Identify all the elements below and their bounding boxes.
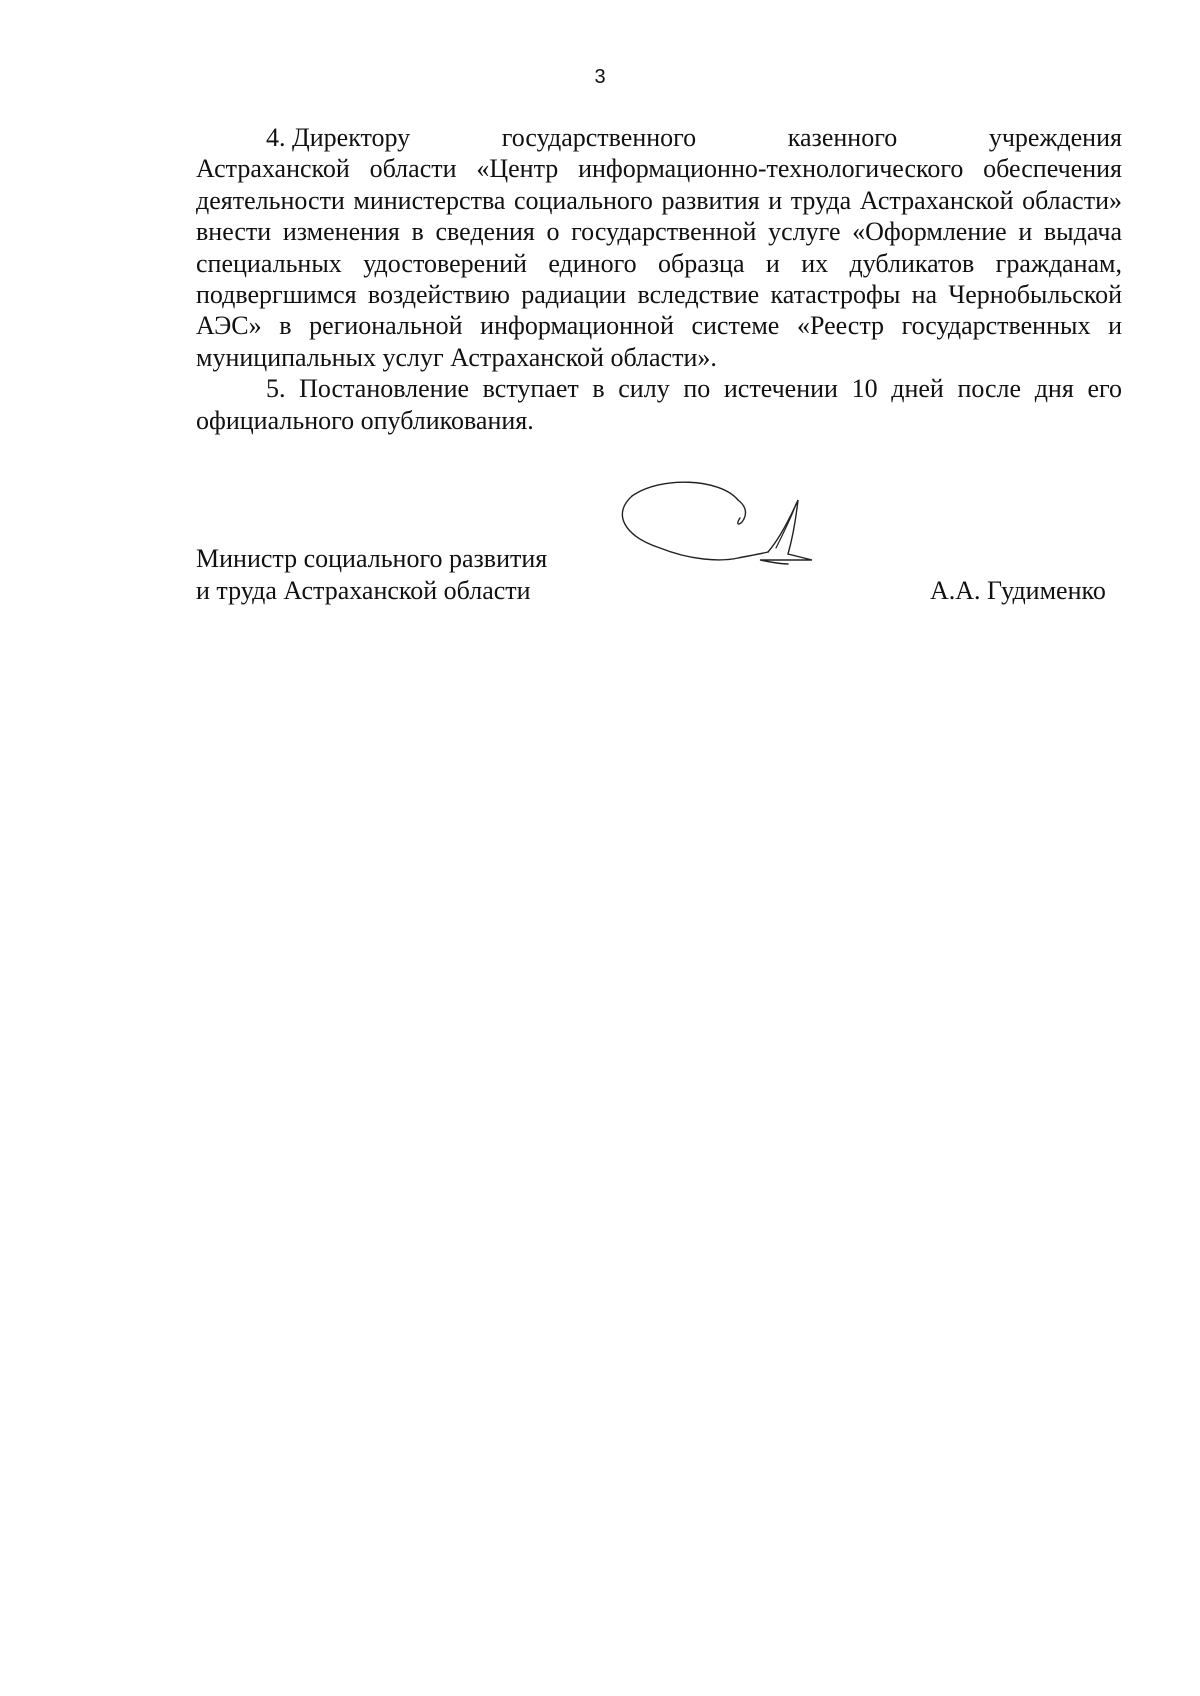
signatory-position-line-1: Министр социального развития: [196, 544, 548, 573]
signatory-name: А.А. Гудименко: [930, 576, 1106, 605]
paragraph-4-text: Астраханской области «Центр информационно-технологического обеспечения деятельности министерства социального развития и труда Астраханской области» внести изменения в сведения о государственной услуге «Оформление и выдача специальных удостоверений единого образца и их дубликатов гражданам, подвергшимся воздействию радиации вследствие катастрофы на Чернобыльской АЭС» в региональной информационной системе «Реестр государственных и муниципальных услуг Астраханской области».: [196, 154, 1122, 372]
document-body: [196, 122, 1122, 436]
handwritten-signature: [620, 478, 820, 588]
paragraph-5: 5. Постановление вступает в силу по истечении 10 дней после дня его официального опубликования.: [196, 374, 1122, 435]
paragraph-4-word-4: учреждения: [988, 123, 1122, 152]
paragraph-4-word-2: государственного: [501, 123, 697, 152]
signatory-position: [196, 543, 547, 607]
signatory-position-line-2: и труда Астраханской области: [196, 576, 531, 605]
paragraph-4-word-1: 4. Директору: [266, 123, 411, 152]
page-number: 3: [594, 66, 606, 88]
paragraph-4: [196, 122, 1122, 373]
paragraph-4-first-line: [196, 122, 1122, 153]
paragraph-4-word-3: казенного: [787, 123, 898, 152]
